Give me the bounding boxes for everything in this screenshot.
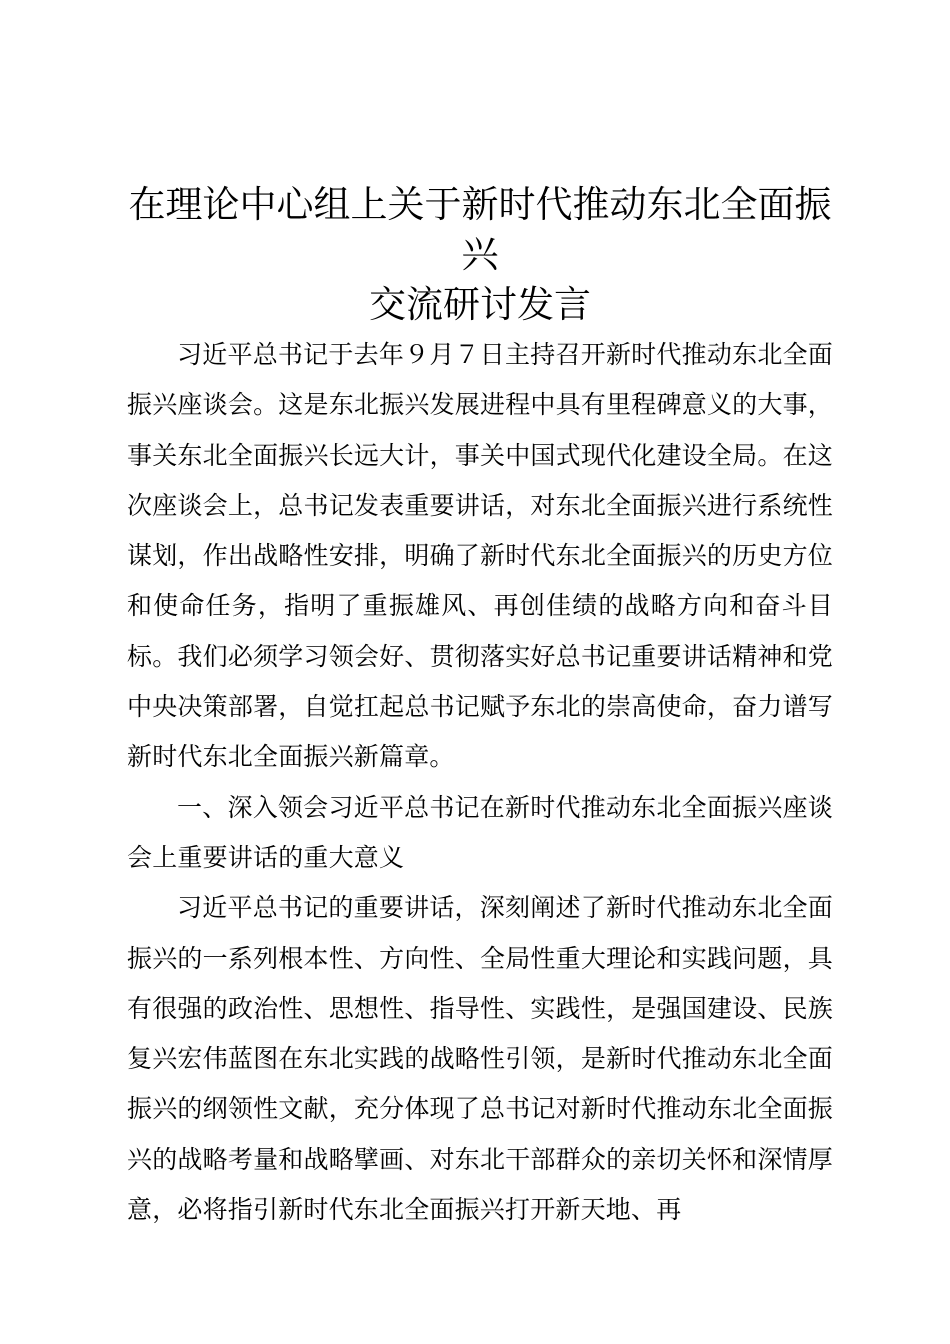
document-title bbox=[127, 180, 833, 330]
section-heading-1: 一、深入领会习近平总书记在新时代推动东北全面振兴座谈会上重要讲话的重大意义 bbox=[127, 792, 833, 872]
document-title-line-2: 交流研讨发言 bbox=[369, 283, 591, 326]
document-title-line-1: 在理论中心组上关于新时代推动东北全面振兴 bbox=[128, 183, 832, 276]
section-1-paragraph: 习近平总书记的重要讲话，深刻阐述了新时代推动东北全面振兴的一系列根本性、方向性、全局性重大理论和实践问题，具有很强的政治性、思想性、指导性、实践性，是强国建设、民族复兴宏伟蓝图在东北实践的战略性引领，是新时代推动东北全面振兴的纲领性文献，充分体现了总书记对新时代推动东北全面振兴的战略考量和战略擘画、对东北干部群众的亲切关怀和深情厚意，必将指引新时代东北全面振兴打开新天地、再 bbox=[127, 893, 833, 1225]
intro-paragraph: 习近平总书记于去年９月７日主持召开新时代推动东北全面振兴座谈会。这是东北振兴发展进程中具有里程碑意义的大事，事关东北全面振兴长远大计，事关中国式现代化建设全局。在这次座谈会上，总书记发表重要讲话，对东北全面振兴进行系统性谋划，作出战略性安排，明确了新时代东北全面振兴的历史方位和使命任务，指明了重振雄风、再创佳绩的战略方向和奋斗目标。我们必须学习领会好、贯彻落实好总书记重要讲话精神和党中央决策部署，自觉扛起总书记赋予东北的崇高使命，奋力谱写新时代东北全面振兴新篇章。 bbox=[127, 340, 833, 772]
document-content bbox=[127, 180, 833, 1235]
